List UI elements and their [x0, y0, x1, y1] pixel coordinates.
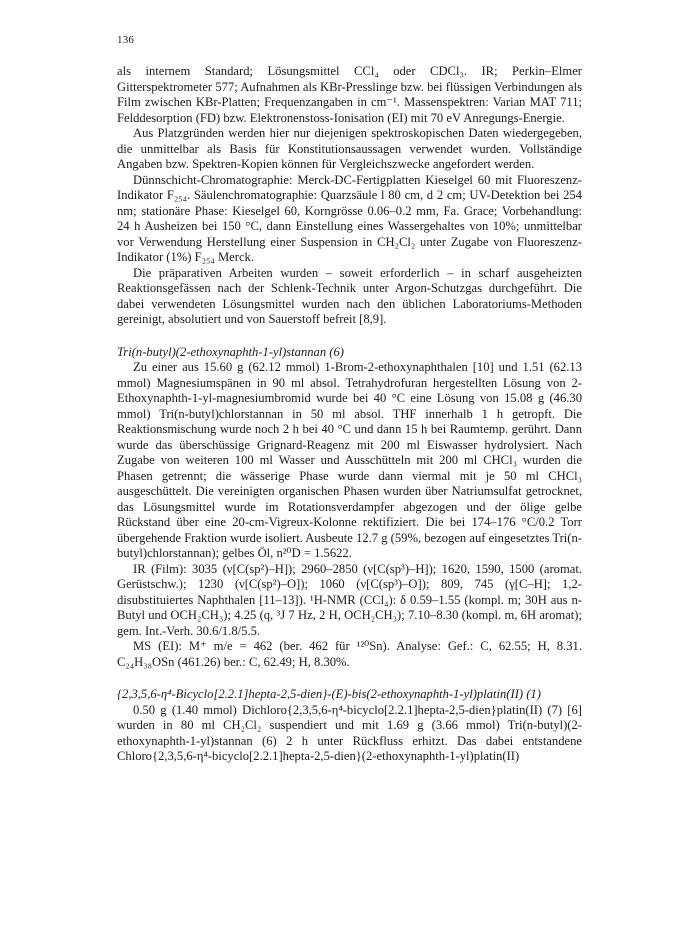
paragraph-ir-nmr: IR (Film): 3035 (ν[C(sp²)–H]); 2960–2850 (ν[C(sp³)–H]); 1620, 1590, 1500 (aromat. Gerüstschw.); 1230 (ν[C(sp²)–O]); 1060 (ν[C(sp³)–O]); 809, 745 (γ[C–H]; 1,2-disubstituiertes Naphthalen [11–13]). ¹H-NMR (CCl₄): δ 0.59–1.55 (kompl. m; 30H aus n-Butyl und OCH₂CH₃); 4.25 (q, ³J 7 Hz, 2 H, OCH₂CH₃); 7.10–8.30 (kompl. m, 6H aromat); gem. Int.-Verh. 30.6/1.8/5.5.: [117, 561, 582, 638]
section-heading-stannan: Tri(n-butyl)(2-ethoxynaphth-1-yl)stannan (6): [117, 344, 344, 359]
body-text: [117, 64, 582, 765]
paragraph-methods: als internem Standard; Lösungsmittel CCl₄ oder CDCl₃. IR; Perkin–Elmer Gitterspektrometer 577; Aufnahmen als KBr-Presslinge bzw. bei flüssigen Verbindungen als Film zwischen KBr-Platten; Frequenzangaben in cm⁻¹. Massenspektren: Varian MAT 711; Felddesorption (FD) bzw. Elektronenstoss-Ionisation (EI) mit 70 eV Anregungs-Energie.: [117, 64, 582, 125]
paragraph-chromatography: Dünnschicht-Chromatographie: Merck-DC-Fertigplatten Kieselgel 60 mit Fluoreszenz-Indikator F₂₅₄. Säulenchromatographie: Quarzsäule l 80 cm, d 2 cm; UV-Detektion bei 254 nm; stationäre Phase: Kieselgel 60, Korngrösse 0.06–0.2 mm, Fa. Grace; Vorbehandlung: 24 h Ausheizen bei 150 °C, dann Einstellung eines Wassergehaltes von 10%; unmittelbar vor Verwendung Herstellung einer Suspension in CH₂Cl₂ unter Zugabe von Fluoreszenz-Indikator (1%) F₂₅₄ Merck.: [117, 172, 582, 264]
paragraph-platinum-synthesis: 0.50 g (1.40 mmol) Dichloro{2,3,5,6-η⁴-bicyclo[2.2.1]hepta-2,5-dien}platin(II) (7) [6] wurden in 80 ml CH₂Cl₂ suspendiert und mit 1.69 g (3.66 mmol) Tri(n-butyl)(2-ethoxynaphth-1-yl)stannan (6) 2 h unter Rückfluss erhitzt. Das dabei entstandene Chloro{2,3,5,6-η⁴-bicyclo[2.2.1]hepta-2,5-dien}(2-ethoxynaphth-1-yl)platin(II): [117, 702, 582, 763]
paragraph-ms-analysis: MS (EI): M⁺ m/e = 462 (ber. 462 für ¹²⁰Sn). Analyse: Gef.: C, 62.55; H, 8.31. C₂₄H₃₈OSn (461.26) ber.: C, 62.49; H, 8.30%.: [117, 639, 582, 669]
paragraph-space-note: Aus Platzgründen werden hier nur diejenigen spektroskopischen Daten wiedergegeben, die unmittelbar als Basis für Konstitutionsaussagen verwendet wurden. Vollständige Angaben bzw. Spektren-Kopien können für Vergleichszwecke angefordert werden.: [117, 126, 582, 171]
page-number: 136: [117, 34, 135, 46]
paragraph-preparative-work: Die präparativen Arbeiten wurden – soweit erforderlich – in scharf ausgeheizten Reaktionsgefässen nach der Schlenk-Technik unter Argon-Schutzgas durchgeführt. Die dabei verwendeten Lösungsmittel wurden nach den üblichen Laboratoriums-Methoden gereinigt, absolutiert und von Sauerstoff befreit [8,9].: [117, 265, 582, 326]
paragraph-stannan-synthesis: Zu einer aus 15.60 g (62.12 mmol) 1-Brom-2-ethoxynaphthalen [10] und 1.51 (62.13 mmol) Magnesiumspänen in 90 ml absol. Tetrahydrofuran hergestellten Lösung von 2-Ethoxynaphth-1-yl-magnesiumbromid wurde bei 40 °C eine Lösung von 15.08 g (46.30 mmol) Tri(n-butyl)chlorstannan in 50 ml absol. THF innerhalb 1 h getropft. Die Reaktionsmischung wurde noch 2 h bei 40 °C und dann 15 h bei Raumtemp. gerührt. Dann wurde das überschüssige Grignard-Reagenz mit 200 ml Eiswasser hydrolysiert. Nach Zugabe von weiteren 100 ml Wasser und Ausschütteln mit 200 ml CHCl₃ wurden die Phasen getrennt; die wässerige Phase wurde dann viermal mit je 50 ml CHCl₃ ausgeschüttelt. Die vereinigten organischen Phasen wurden über Natriumsulfat getrocknet, das Lösungsmittel wurde im Rotationsverdampfer abgezogen und der ölige gelbe Rückstand über eine 20-cm-Vigreux-Kolonne rektifiziert. Die bei 174–176 °C/0.2 Torr übergehende Fraktion wurde isoliert. Ausbeute 12.7 g (59%, bezogen auf eingesetztes Tri(n-butyl)chlorstannan); gelbes Öl, n²⁰D = 1.5622.: [117, 360, 582, 560]
section-heading-platinum: {2,3,5,6-η⁴-Bicyclo[2.2.1]hepta-2,5-dien}-(E)-bis(2-ethoxynaphth-1-yl)platin(II) (1): [117, 687, 541, 701]
